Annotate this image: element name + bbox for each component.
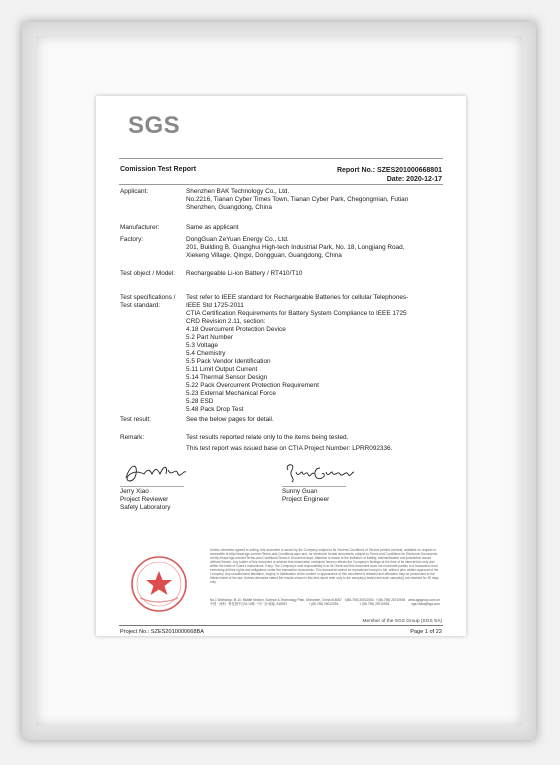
signature-rule [120, 486, 184, 487]
remark-line: This test report was issued base on CTIA Project Number: LPRR092336. [186, 445, 393, 452]
remark-value [186, 434, 442, 453]
sgs-logo: SGS [128, 112, 181, 139]
spec-line: 5.22 Pack Overcurrent Protection Requirement [186, 382, 319, 389]
engineer-signature-scribble [282, 460, 358, 486]
test-result-label: Test result: [120, 416, 151, 423]
address-fax: f (86-755) 26710594 [360, 602, 390, 607]
header-rule [119, 158, 443, 159]
factory-line: Xiekeng Village, Qingxi, Dongguan, Guangdong, China [186, 252, 342, 259]
spec-line: 4.18 Overcurrent Protection Device [186, 326, 286, 333]
address-web: www.sgsgroup.com.cn [408, 598, 440, 602]
report-meta [337, 166, 442, 184]
engineer-role: Project Engineer [282, 496, 330, 503]
test-object-label: Test object / Model: [120, 270, 176, 277]
address-email: sgs.china@sgs.com [411, 602, 440, 607]
spec-line: 5.23 External Mechanical Force [186, 390, 276, 397]
spec-line: IEEE Std 1725-2011 [186, 302, 244, 309]
spec-line: 5.2 Part Number [186, 334, 233, 341]
red-seal-icon [120, 554, 198, 614]
remark-label: Remark: [120, 434, 145, 441]
spec-line: 5.48 Pack Drop Test [186, 406, 244, 413]
reviewer-role: Project Reviewer [120, 496, 169, 503]
report-number: Report No.: SZES201000668801 [336, 167, 442, 174]
report-date: Date: 2020-12-17 [386, 176, 442, 183]
test-result-value: See the below pages for detail. [186, 416, 274, 423]
title-rule [119, 184, 443, 185]
member-note: Member of the SGS Group (SGS SA) [362, 619, 442, 624]
certificate-page [96, 96, 466, 636]
address-text: No.1 Workshop, M-10, Middle Section, Science & Technology Park, Shenzhen, China 518057 [210, 598, 342, 602]
footer-rule [119, 625, 443, 626]
engineer-signature-block [282, 460, 358, 504]
test-spec-label-line: Test specifications / [120, 294, 176, 301]
spec-line: 5.14 Thermal Sensor Design [186, 374, 268, 381]
manufacturer-value: Same as applicant [186, 224, 239, 231]
factory-line: 201, Building B, Guanghui High-tech Industrial Park, No. 18, Longjiang Road, [186, 244, 405, 251]
spec-line: 5.11 Limit Output Current [186, 366, 258, 373]
factory-value [186, 236, 442, 260]
applicant-line: Shenzhen, Guangdong, China [186, 204, 272, 211]
address-fax: f (86-755) 26710594 [376, 598, 406, 602]
test-spec-value [186, 294, 442, 414]
spec-line: 5.4 Chemistry [186, 350, 226, 357]
applicant-line: Shenzhen BAK Technology Co., Ltd. [186, 188, 290, 195]
spec-line: CTIA Certification Requirements for Battery System Compliance to IEEE 1725 [186, 310, 407, 317]
address-text: 中国 · 深圳 · 科技园中区M-10栋一号厂房 邮编: 518057 [210, 602, 288, 607]
applicant-line: No.2216, Tianan Cyber Times Town, Tianan Cyber Park, Chegongmian, Futian [186, 196, 409, 203]
manufacturer-label: Manufacturer: [120, 224, 160, 231]
address-line-cn [210, 602, 440, 606]
company-address [210, 598, 440, 606]
project-number: Project No.: SZES2010000668BA [120, 629, 204, 635]
engineer-name: Sunny Guan [282, 488, 318, 495]
test-spec-label [120, 294, 180, 310]
applicant-label: Applicant: [120, 188, 149, 195]
page-number: Page 1 of 22 [410, 629, 442, 635]
factory-label: Factory: [120, 236, 144, 243]
report-title: Comission Test Report [120, 166, 197, 173]
address-phone: t (86-755) 26012053 [309, 602, 339, 607]
reviewer-department: Safety Laboratory [120, 504, 171, 511]
reviewer-signature-scribble [120, 460, 190, 486]
spec-line: 5.28 ESD [186, 398, 214, 405]
company-stamp [120, 554, 198, 617]
legal-disclaimer: Unless otherwise agreed in writing, this document is issued by the Company subject to its General Conditions of Service printed overleaf, available on request or accessible at http://www.sgs.com/en/Terms-and-Conditions.aspx and, for electronic format documents, subject to Terms and Conditions for Electronic Documents at http://www.sgs.com/en/Terms-and-Conditions/Terms-e-Document.aspx. Attention is drawn to the limitation of liability, indemnification and jurisdiction issues defined therein. Any holder of this document is advised that information contained hereon reflects the Company's findings at the time of its intervention only and within the limits of Client's instructions, if any. The Company's sole responsibility is to its Client and this document does not exonerate parties to a transaction from exercising all their rights and obligations under the transaction documents. This document cannot be reproduced except in full, without prior written approval of the Company. Any unauthorized alteration, forgery or falsification of the content or appearance of this document is unlawful and offenders may be prosecuted to the fullest extent of the law. Unless otherwise stated the results shown in this test report refer only to the sample(s) tested and such sample(s) are retained for 30 days only. [210, 548, 439, 584]
spec-line: CRD Revision 2.11, section: [186, 318, 266, 325]
reviewer-signature-block [120, 460, 190, 512]
factory-line: DongGuan ZeYuan Energy Co., Ltd. [186, 236, 289, 243]
applicant-value [186, 188, 442, 212]
reviewer-name: Jerry Xiao [120, 488, 149, 495]
test-spec-label-line: Test standard: [120, 302, 161, 309]
address-phone: t (86-755) 26012053 [344, 598, 374, 602]
remark-line: Test results reported relate only to the items being tested. [186, 434, 349, 441]
spec-line: 5.5 Pack Vendor Identification [186, 358, 271, 365]
test-object-value: Rechargeable Li-ion Battery / RT410/T10 [186, 270, 303, 277]
signature-rule [282, 486, 346, 487]
spec-line: Test refer to IEEE standard for Rechargeable Batteries for cellular Telephones- [186, 294, 409, 301]
spec-line: 5.3 Voltage [186, 342, 218, 349]
